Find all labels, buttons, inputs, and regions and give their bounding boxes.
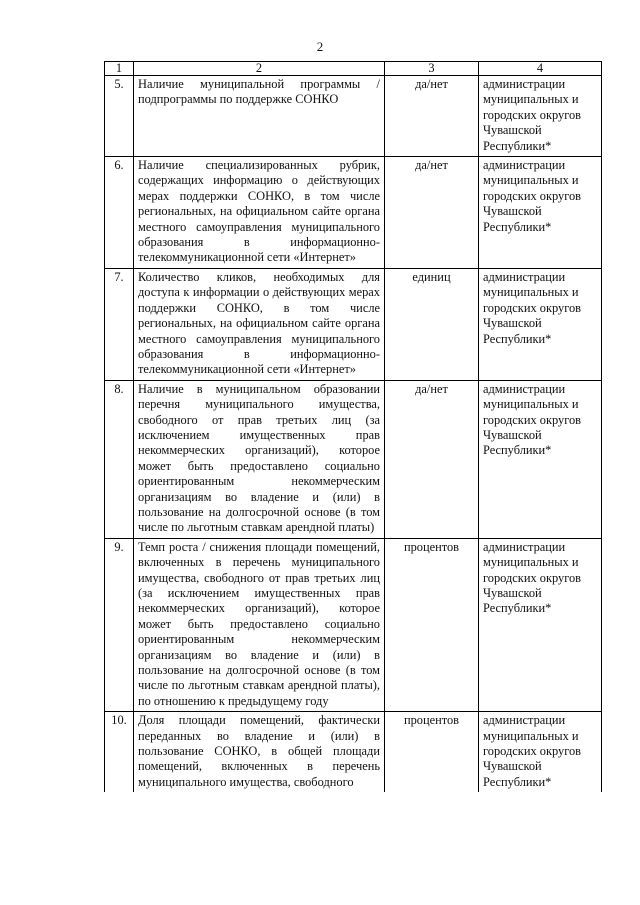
responsible-executor: администрации муниципальных и городских округов Чувашской Республики*	[479, 380, 602, 538]
table-row	[105, 712, 602, 793]
header-cell-3: 3	[385, 62, 479, 76]
row-number: 6.	[105, 157, 134, 269]
indicator-unit: единиц	[385, 268, 479, 380]
indicator-unit: да/нет	[385, 76, 479, 157]
table-row	[105, 380, 602, 538]
table-row	[105, 76, 602, 157]
indicator-name: Доля площади помещений, фактически переданных во владение и (или) в пользование СОНКО, в общей площади помещений, включенных в перечень муниципального имущества, свободного	[134, 712, 385, 793]
indicator-name: Темп роста / снижения площади помещений, включенных в перечень муниципального имущества, свободного от прав третьих лиц (за исключением имущественных прав некоммерческих организаций), которое может быть предоставлено социально ориентированным некоммерческим организациям во владение и (или) в пользование на долгосрочной основе (в том числе по льготным ставкам арендной платы), по отношению к предыдущему году	[134, 538, 385, 711]
header-cell-4: 4	[479, 62, 602, 76]
indicator-name: Наличие специализированных рубрик, содержащих информацию о действующих мерах поддержки СОНКО, в том числе региональных, на официальном сайте органа местного самоуправления муниципального образования в информационно-телекоммуникационной сети «Интернет»	[134, 157, 385, 269]
indicator-unit: да/нет	[385, 157, 479, 269]
indicator-name: Наличие муниципальной программы / подпрограммы по поддержке СОНКО	[134, 76, 385, 157]
table-header-row	[105, 62, 602, 76]
table-row	[105, 157, 602, 269]
row-number: 5.	[105, 76, 134, 157]
indicator-unit: да/нет	[385, 380, 479, 538]
row-number: 10.	[105, 712, 134, 793]
page-number: 2	[316, 39, 324, 54]
row-number: 9.	[105, 538, 134, 711]
table-row	[105, 538, 602, 711]
responsible-executor: администрации муниципальных и городских округов Чувашской Республики*	[479, 538, 602, 711]
responsible-executor: администрации муниципальных и городских округов Чувашской Республики*	[479, 76, 602, 157]
responsible-executor: администрации муниципальных и городских округов Чувашской Республики*	[479, 712, 602, 793]
header-cell-1: 1	[105, 62, 134, 76]
indicator-unit: процентов	[385, 712, 479, 793]
row-number: 7.	[105, 268, 134, 380]
responsible-executor: администрации муниципальных и городских округов Чувашской Республики*	[479, 157, 602, 269]
indicator-name: Количество кликов, необходимых для доступа к информации о действующих мерах поддержки СОНКО, в том числе региональных, на официальном сайте органа местного самоуправления муниципального образования в информационно-телекоммуникационной сети «Интернет»	[134, 268, 385, 380]
row-number: 8.	[105, 380, 134, 538]
header-cell-2: 2	[134, 62, 385, 76]
indicator-name: Наличие в муниципальном образовании перечня муниципального имущества, свободного от прав третьих лиц (за исключением имущественных прав некоммерческих организаций), которое может быть предоставлено социально ориентированным некоммерческим организациям во владение и (или) в пользование на долгосрочной основе (в том числе по льготным ставкам арендной платы)	[134, 380, 385, 538]
table-row	[105, 268, 602, 380]
indicators-table	[104, 61, 602, 792]
responsible-executor: администрации муниципальных и городских округов Чувашской Республики*	[479, 268, 602, 380]
indicator-unit: процентов	[385, 538, 479, 711]
